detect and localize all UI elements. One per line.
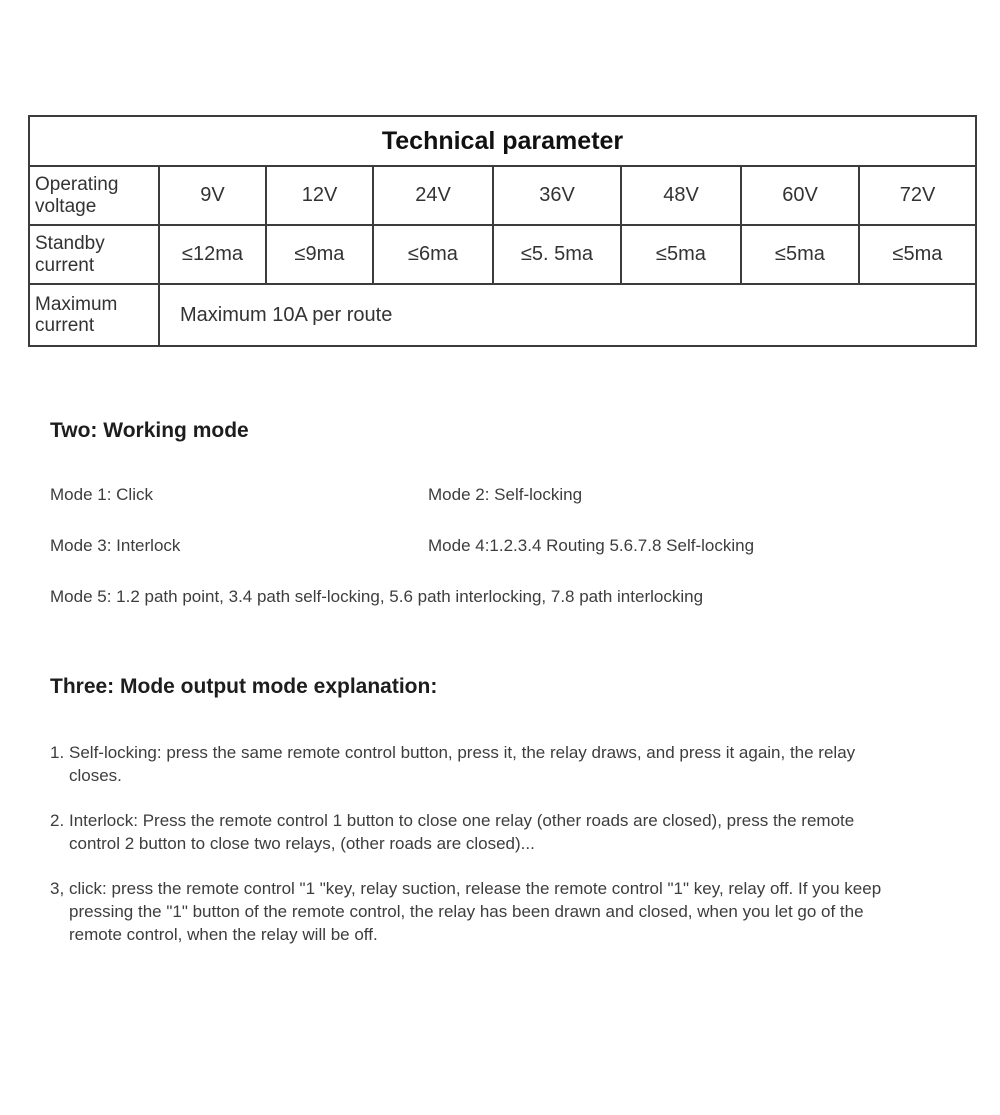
- standby-cell: ≤5ma: [859, 225, 976, 284]
- label-line: Operating: [35, 174, 119, 196]
- mode-3-label: Mode 3: Interlock: [50, 536, 181, 555]
- working-mode-list: [50, 485, 950, 607]
- standby-cell: ≤5ma: [621, 225, 741, 284]
- voltage-cell: 60V: [741, 166, 859, 225]
- mode-row-1: [50, 485, 950, 505]
- standby-current-label: [29, 225, 159, 284]
- voltage-cell: 9V: [159, 166, 266, 225]
- label-line: voltage: [35, 195, 97, 217]
- voltage-cell: 24V: [373, 166, 493, 225]
- voltage-cell: 72V: [859, 166, 976, 225]
- table-title: Technical parameter: [29, 116, 976, 166]
- label-line: current: [35, 315, 95, 336]
- standby-cell: ≤6ma: [373, 225, 493, 284]
- list-item: [50, 877, 898, 946]
- explanation-list: [50, 741, 898, 946]
- voltage-cell: 12V: [266, 166, 373, 225]
- page: [0, 115, 1000, 946]
- list-item-text: Interlock: Press the remote control 1 button to close one relay (other roads are closed), press the remote control 2 button to close two relays, (other roads are closed)...: [69, 811, 855, 853]
- operating-voltage-row: [29, 166, 976, 225]
- standby-current-row: [29, 225, 976, 284]
- mode-2-label: Mode 2: Self-locking: [428, 485, 583, 504]
- list-item-number: 1.: [50, 743, 65, 762]
- mode-1-label: Mode 1: Click: [50, 485, 153, 504]
- content-area: [50, 419, 950, 946]
- maximum-current-label: [29, 284, 159, 346]
- standby-cell: ≤9ma: [266, 225, 373, 284]
- list-item: [50, 809, 898, 855]
- mode-5-label: Mode 5: 1.2 path point, 3.4 path self-locking, 5.6 path interlocking, 7.8 path interlocking: [50, 587, 704, 606]
- mode-row-2: [50, 536, 950, 556]
- operating-voltage-label: [29, 166, 159, 225]
- table-title-row: [29, 116, 976, 166]
- working-mode-heading: Two: Working mode: [50, 419, 249, 442]
- standby-cell: ≤5. 5ma: [493, 225, 621, 284]
- maximum-current-value: Maximum 10A per route: [159, 284, 976, 346]
- voltage-cell: 48V: [621, 166, 741, 225]
- standby-cell: ≤5ma: [741, 225, 859, 284]
- label-line: Standby: [35, 233, 105, 255]
- list-item-text: click: press the remote control "1 "key, relay suction, release the remote control "1" key, relay off. If you keep pressing the "1" button of the remote control, the relay has been drawn and closed, when you let go of the remote control, when the relay will be off.: [69, 879, 882, 944]
- mode-4-label: Mode 4:1.2.3.4 Routing 5.6.7.8 Self-locking: [428, 536, 755, 555]
- voltage-cell: 36V: [493, 166, 621, 225]
- maximum-current-row: [29, 284, 976, 346]
- label-line: Maximum: [35, 293, 118, 315]
- list-item: [50, 741, 898, 787]
- standby-cell: ≤12ma: [159, 225, 266, 284]
- technical-parameter-table: [28, 115, 977, 347]
- mode-row-3: [50, 587, 950, 607]
- list-item-text: Self-locking: press the same remote control button, press it, the relay draws, and press it again, the relay closes.: [69, 743, 856, 785]
- list-item-number: 3,: [50, 879, 65, 898]
- list-item-number: 2.: [50, 811, 65, 830]
- label-line: current: [35, 254, 95, 276]
- explanation-heading: Three: Mode output mode explanation:: [50, 675, 438, 698]
